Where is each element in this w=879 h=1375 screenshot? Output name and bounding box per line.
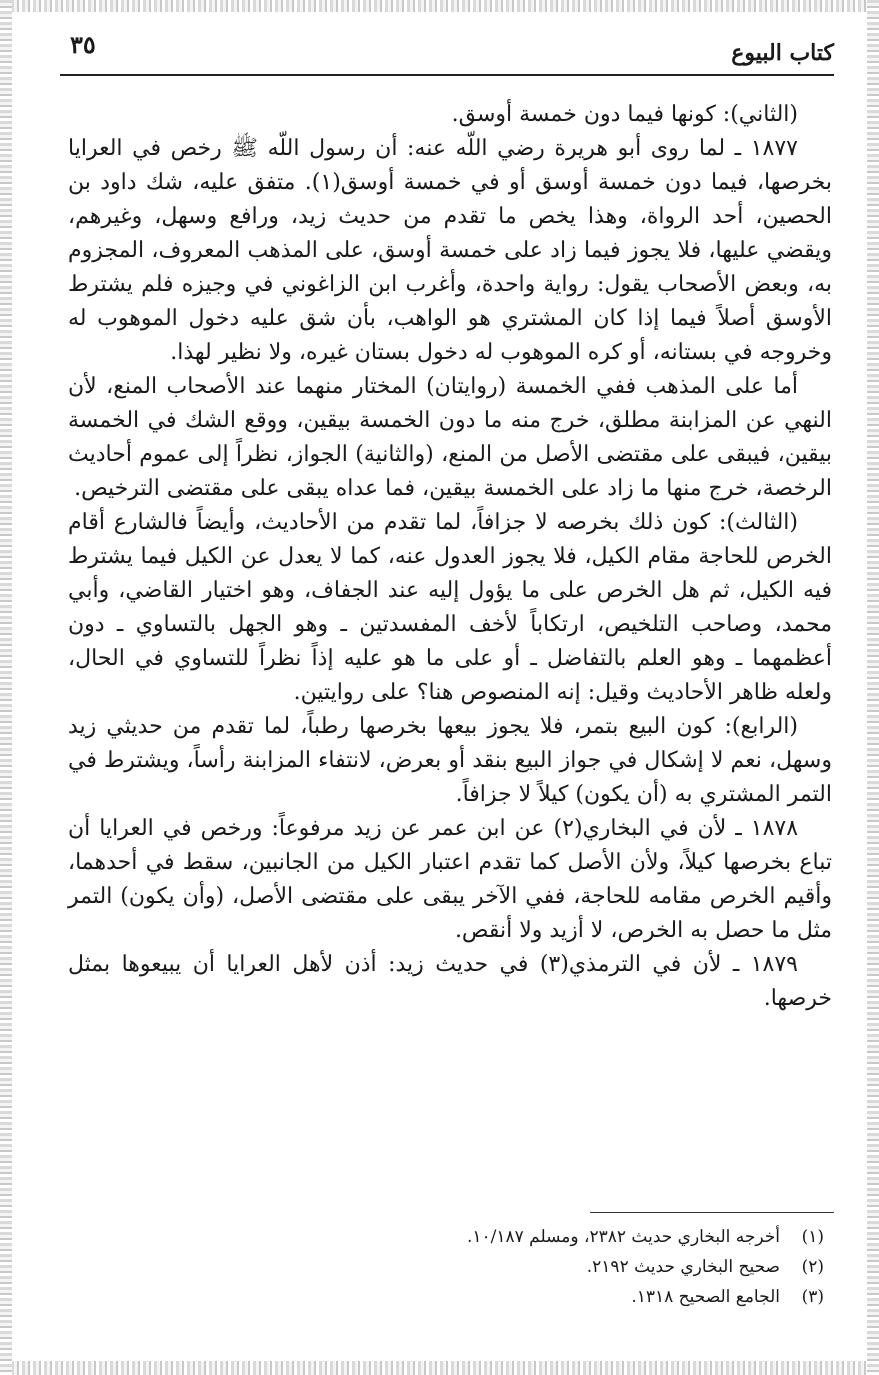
footnote-text: أخرجه البخاري حديث ٢٣٨٢، ومسلم ١٠/١٨٧. <box>466 1227 780 1247</box>
paragraph: ١٨٧٩ ـ لأن في الترمذي(٣) في حديث زيد: أذن لأهل العرايا أن يبيعوها بمثل خرصها. <box>68 952 832 1011</box>
page-number: ٣٥ <box>70 30 96 59</box>
paragraph: (الثاني): كونها فيما دون خمسة أوسق. <box>451 102 798 127</box>
paragraph: أما على المذهب ففي الخمسة (روايتان) المختار منهما عند الأصحاب المنع، لأن النهي عن المزابنة مطلق، خرج منه ما دون الخمسة بيقين، ووقع الشك في الخمسة بيقين، فيبقى على مقتضى الأصل من المنع، (والثانية) الجواز، نظراً إلى عموم أحاديث الرخصة، خرج منها ما زاد على الخمسة بيقين، فما عداه يبقى على مقتضى الترخيص. <box>68 374 832 501</box>
border-left <box>0 0 12 1375</box>
main-text <box>68 98 832 1016</box>
footnote-text: الجامع الصحيح ١٣١٨. <box>631 1287 780 1307</box>
footnote <box>90 1282 824 1312</box>
page-header <box>60 28 834 76</box>
footnote-mark: (٢) <box>801 1257 824 1277</box>
border-bottom <box>0 1361 879 1375</box>
footnote <box>90 1252 824 1282</box>
footnote-text: صحيح البخاري حديث ٢١٩٢. <box>586 1257 780 1277</box>
footnote-mark: (١) <box>801 1227 824 1247</box>
footnote <box>90 1222 824 1252</box>
paragraph: (الرابع): كون البيع بتمر، فلا يجوز بيعها بخرصها رطباً، لما تقدم من حديثي زيد وسهل، نعم لا إشكال في جواز البيع بنقد أو بعرض، لانتفاء المزابنة رأساً، ويشترط في التمر المشتري به (أن يكون) كيلاً لا جزافاً. <box>68 714 832 807</box>
footnote-mark: (٣) <box>801 1287 824 1307</box>
footnote-divider <box>590 1212 834 1213</box>
paragraph: ١٨٧٨ ـ لأن في البخاري(٢) عن ابن عمر عن زيد مرفوعاً: ورخص في العرايا أن تباع بخرصها كيلاً، ولأن الأصل كما تقدم اعتبار الكيل من الجانبين، سقط في أحدهما، وأقيم الخرص مقامه للحاجة، ففي الآخر يبقى على مقتضى الأصل، (وأن يكون) التمر مثل ما حصل به الخرص، لا أزيد ولا أنقص. <box>68 816 832 943</box>
running-title: كتاب البيوع <box>731 40 834 66</box>
border-right <box>867 0 879 1375</box>
footnotes <box>90 1222 824 1312</box>
border-top <box>0 0 879 12</box>
paragraph: ١٨٧٧ ـ لما روى أبو هريرة رضي اللّه عنه: أن رسول اللّه ﷺ رخص في العرايا بخرصها، فيما دون خمسة أوسق أو في خمسة أوسق(١). متفق عليه، شك داود بن الحصين، أحد الرواة، وهذا يخص ما تقدم من حديث زيد، ورافع وسهل، وغيرهم، ويقضي عليها، فلا يجوز فيما زاد على خمسة أوسق، على المذهب المعروف، المجزوم به، وبعض الأصحاب يقول: رواية واحدة، وأغرب ابن الزاغوني في وجيزه فلم يشترط الأوسق أصلاً فيما إذا كان المشتري هو الواهب، بأن شق عليه دخول الموهوب له وخروجه في بستانه، أو كره الموهوب له دخول بستان غيره، ولا نظير لهذا. <box>68 136 833 365</box>
paragraph: (الثالث): كون ذلك بخرصه لا جزافاً، لما تقدم من الأحاديث، وأيضاً فالشارع أقام الخرص للحاجة مقام الكيل، فلا يجوز العدول عنه، كما لا يعدل عن الكيل فيما يشترط فيه الكيل، ثم هل الخرص على ما يؤول إليه عند الجفاف، وهو اختيار القاضي، وأبي محمد، وصاحب التلخيص، ارتكاباً لأخف المفسدتين ـ وهو الجهل بالتساوي ـ دون أعظمهما ـ وهو العلم بالتفاضل ـ أو على ما هو عليه إذاً نظراً للتساوي في الحال، ولعله ظاهر الأحاديث وقيل: إنه المنصوص هنا؟ على روايتين. <box>68 510 832 705</box>
